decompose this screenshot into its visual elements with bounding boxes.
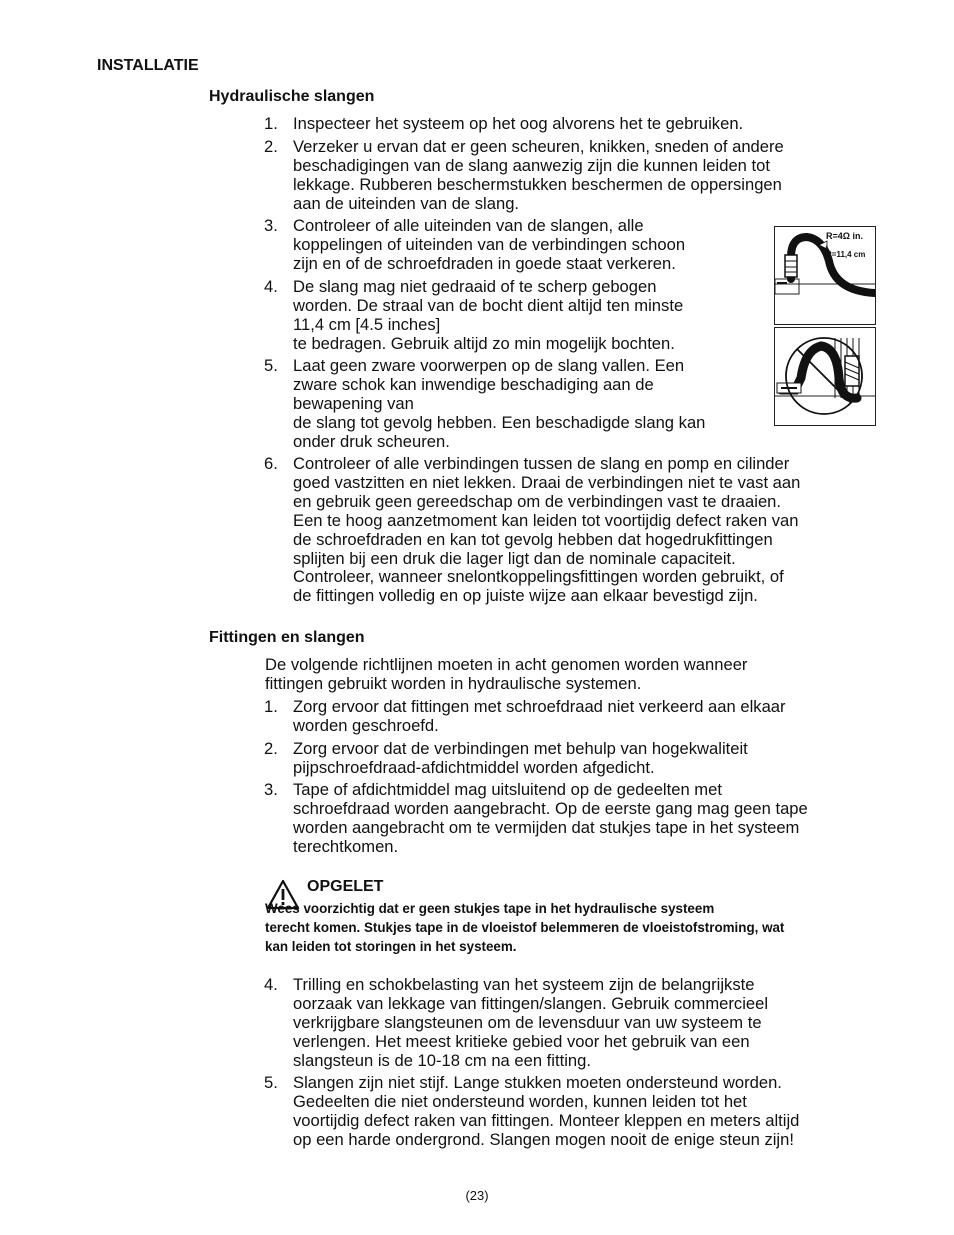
list-number: 4. bbox=[264, 277, 278, 296]
list-number: 5. bbox=[264, 356, 278, 375]
list-text: Controleer of alle uiteinden van de slangen, alle koppelingen of uiteinden van de verbindingen schoon zijn en of de schroefdraden in goede staat verkeren. bbox=[293, 216, 686, 273]
list-number: 5. bbox=[264, 1073, 278, 1092]
list-text: Controleer of alle verbindingen tussen de slang en pomp en cilinder goed vastzitten en niet lekken. Draai de verbindingen niet te vast aan en gebruik geen gereedschap om de verbindingen vast te draaien. Een te hoog aanzetmoment kan leiden tot voortijdig defect raken van de schroefdraden en kan tot gevolg hebben dat hogedrukfittingen splijten bij een druk die lager ligt dan de nominale capaciteit. Controleer, wanneer snelontkoppelingsfittingen worden gebruikt, of de fittingen volledig en op juiste wijze aan elkaar bevestigd zijn. bbox=[293, 454, 801, 606]
list-number: 1. bbox=[264, 114, 278, 133]
radius-label-inch: R=4Ω in. bbox=[826, 231, 863, 241]
list-item bbox=[264, 138, 784, 214]
list-item bbox=[264, 781, 808, 857]
list-text: Zorg ervoor dat fittingen met schroefdraad niet verkeerd aan elkaar worden geschroefd. bbox=[293, 697, 786, 735]
list-text: Inspecteer het systeem op het oog alvorens het te gebruiken. bbox=[293, 114, 744, 133]
heading-hydraulic-hoses: Hydraulische slangen bbox=[209, 88, 375, 105]
list-number: 2. bbox=[264, 739, 278, 758]
list-text: Verzeker u ervan dat er geen scheuren, knikken, sneden of andere beschadigingen van de slang aanwezig zijn die kunnen leiden tot lekkage. Rubberen beschermstukken beschermen de oppersingen aan de uiteinden van de slang. bbox=[293, 137, 784, 213]
list-number: 3. bbox=[264, 780, 278, 799]
list-item bbox=[264, 357, 705, 452]
list-number: 1. bbox=[264, 697, 278, 716]
radius-label-cm: R=11,4 cm bbox=[826, 250, 866, 259]
section-title: INSTALLATIE bbox=[97, 57, 199, 74]
list-item bbox=[264, 278, 683, 354]
hose-damage-prohibited-figure bbox=[774, 327, 876, 426]
heading-fittings: Fittingen en slangen bbox=[209, 629, 365, 646]
page-number: (23) bbox=[465, 1188, 489, 1203]
list-item bbox=[264, 976, 768, 1071]
list-item bbox=[264, 455, 800, 606]
list-text: Slangen zijn niet stijf. Lange stukken moeten ondersteund worden. Gedeelten die niet ondersteund worden, kunnen leiden tot het voortijdig defect raken van fittingen. Monteer kleppen en meters altijd op een harde ondergrond. Slangen mogen nooit de enige steun zijn! bbox=[293, 1073, 800, 1149]
list-number: 3. bbox=[264, 216, 278, 235]
list-text: Zorg ervoor dat de verbindingen met behulp van hogekwaliteit pijpschroefdraad-afdichtmiddel worden afgedicht. bbox=[293, 739, 748, 777]
list-item bbox=[264, 698, 786, 736]
list-number: 2. bbox=[264, 137, 278, 156]
list-number: 6. bbox=[264, 454, 278, 473]
fittings-intro: De volgende richtlijnen moeten in acht genomen worden wanneer fittingen gebruikt worden in hydraulische systemen. bbox=[265, 655, 748, 693]
list-text: De slang mag niet gedraaid of te scherp gebogen worden. De straal van de bocht dient altijd ten minste 11,4 cm [4.5 inches] te bedragen. Gebruik altijd zo min mogelijk bochten. bbox=[293, 277, 684, 353]
list-number: 4. bbox=[264, 975, 278, 994]
list-item bbox=[264, 740, 748, 778]
caution-text: Wees voorzichtig dat er geen stukjes tape in het hydraulische systeem terecht komen. Stukjes tape in de vloeistof belemmeren de vloeistofstroming, wat kan leiden tot storingen in het systeem. bbox=[265, 901, 785, 954]
list-item bbox=[264, 1074, 799, 1150]
hose-bend-radius-figure bbox=[774, 226, 876, 325]
list-text: Laat geen zware voorwerpen op de slang vallen. Een zware schok kan inwendige beschadiging aan de bewapening van de slang tot gevolg hebben. Een beschadigde slang kan onder druk scheuren. bbox=[293, 356, 706, 451]
list-text: Tape of afdichtmiddel mag uitsluitend op de gedeelten met schroefdraad worden aangebracht. Op de eerste gang mag geen tape worden aangebracht om te vermijden dat stukjes tape in het systeem terechtkomen. bbox=[293, 780, 808, 856]
list-text: Trilling en schokbelasting van het systeem zijn de belangrijkste oorzaak van lekkage van fittingen/slangen. Gebruik commercieel verkrijgbare slangsteunen om de levensduur van uw systeem te verlengen. Het meest kritieke gebied voor het gebruik van een slangsteun is de 10-18 cm na een fitting. bbox=[293, 975, 769, 1070]
list-item bbox=[264, 217, 685, 274]
caution-title: OPGELET bbox=[307, 878, 384, 895]
list-item bbox=[264, 115, 743, 134]
